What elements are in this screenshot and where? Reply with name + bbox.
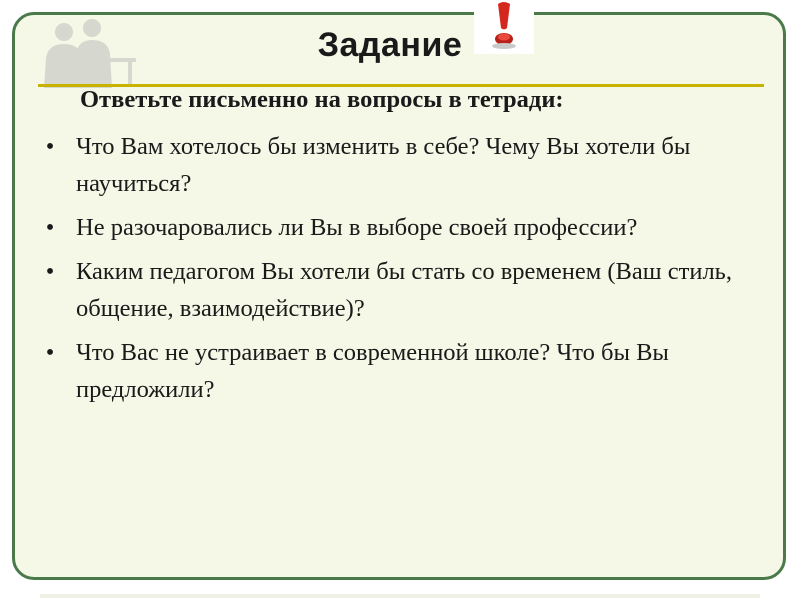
footer-bar <box>40 594 760 598</box>
question-text: Каким педагогом Вы хотели бы стать со временем (Ваш стиль, общение, взаимодействие)? <box>76 258 732 322</box>
instruction-heading: Ответьте письменно на вопросы в тетради: <box>80 86 564 113</box>
slide-title: Задание <box>317 26 463 64</box>
list-item <box>40 128 740 202</box>
question-text: Что Вас не устраивает в современной школе? Что бы Вы предложили? <box>76 339 669 403</box>
question-text: Что Вам хотелось бы изменить в себе? Чему Вы хотели бы научиться? <box>76 133 691 197</box>
bullet-icon: • <box>45 339 55 366</box>
question-list <box>40 128 740 415</box>
list-item <box>40 209 740 246</box>
bullet-icon: • <box>45 214 55 241</box>
list-item <box>40 253 740 327</box>
bullet-icon: • <box>45 258 55 285</box>
list-item <box>40 334 740 408</box>
question-text: Не разочаровались ли Вы в выборе своей профессии? <box>76 214 638 241</box>
bullet-icon: • <box>45 133 55 160</box>
